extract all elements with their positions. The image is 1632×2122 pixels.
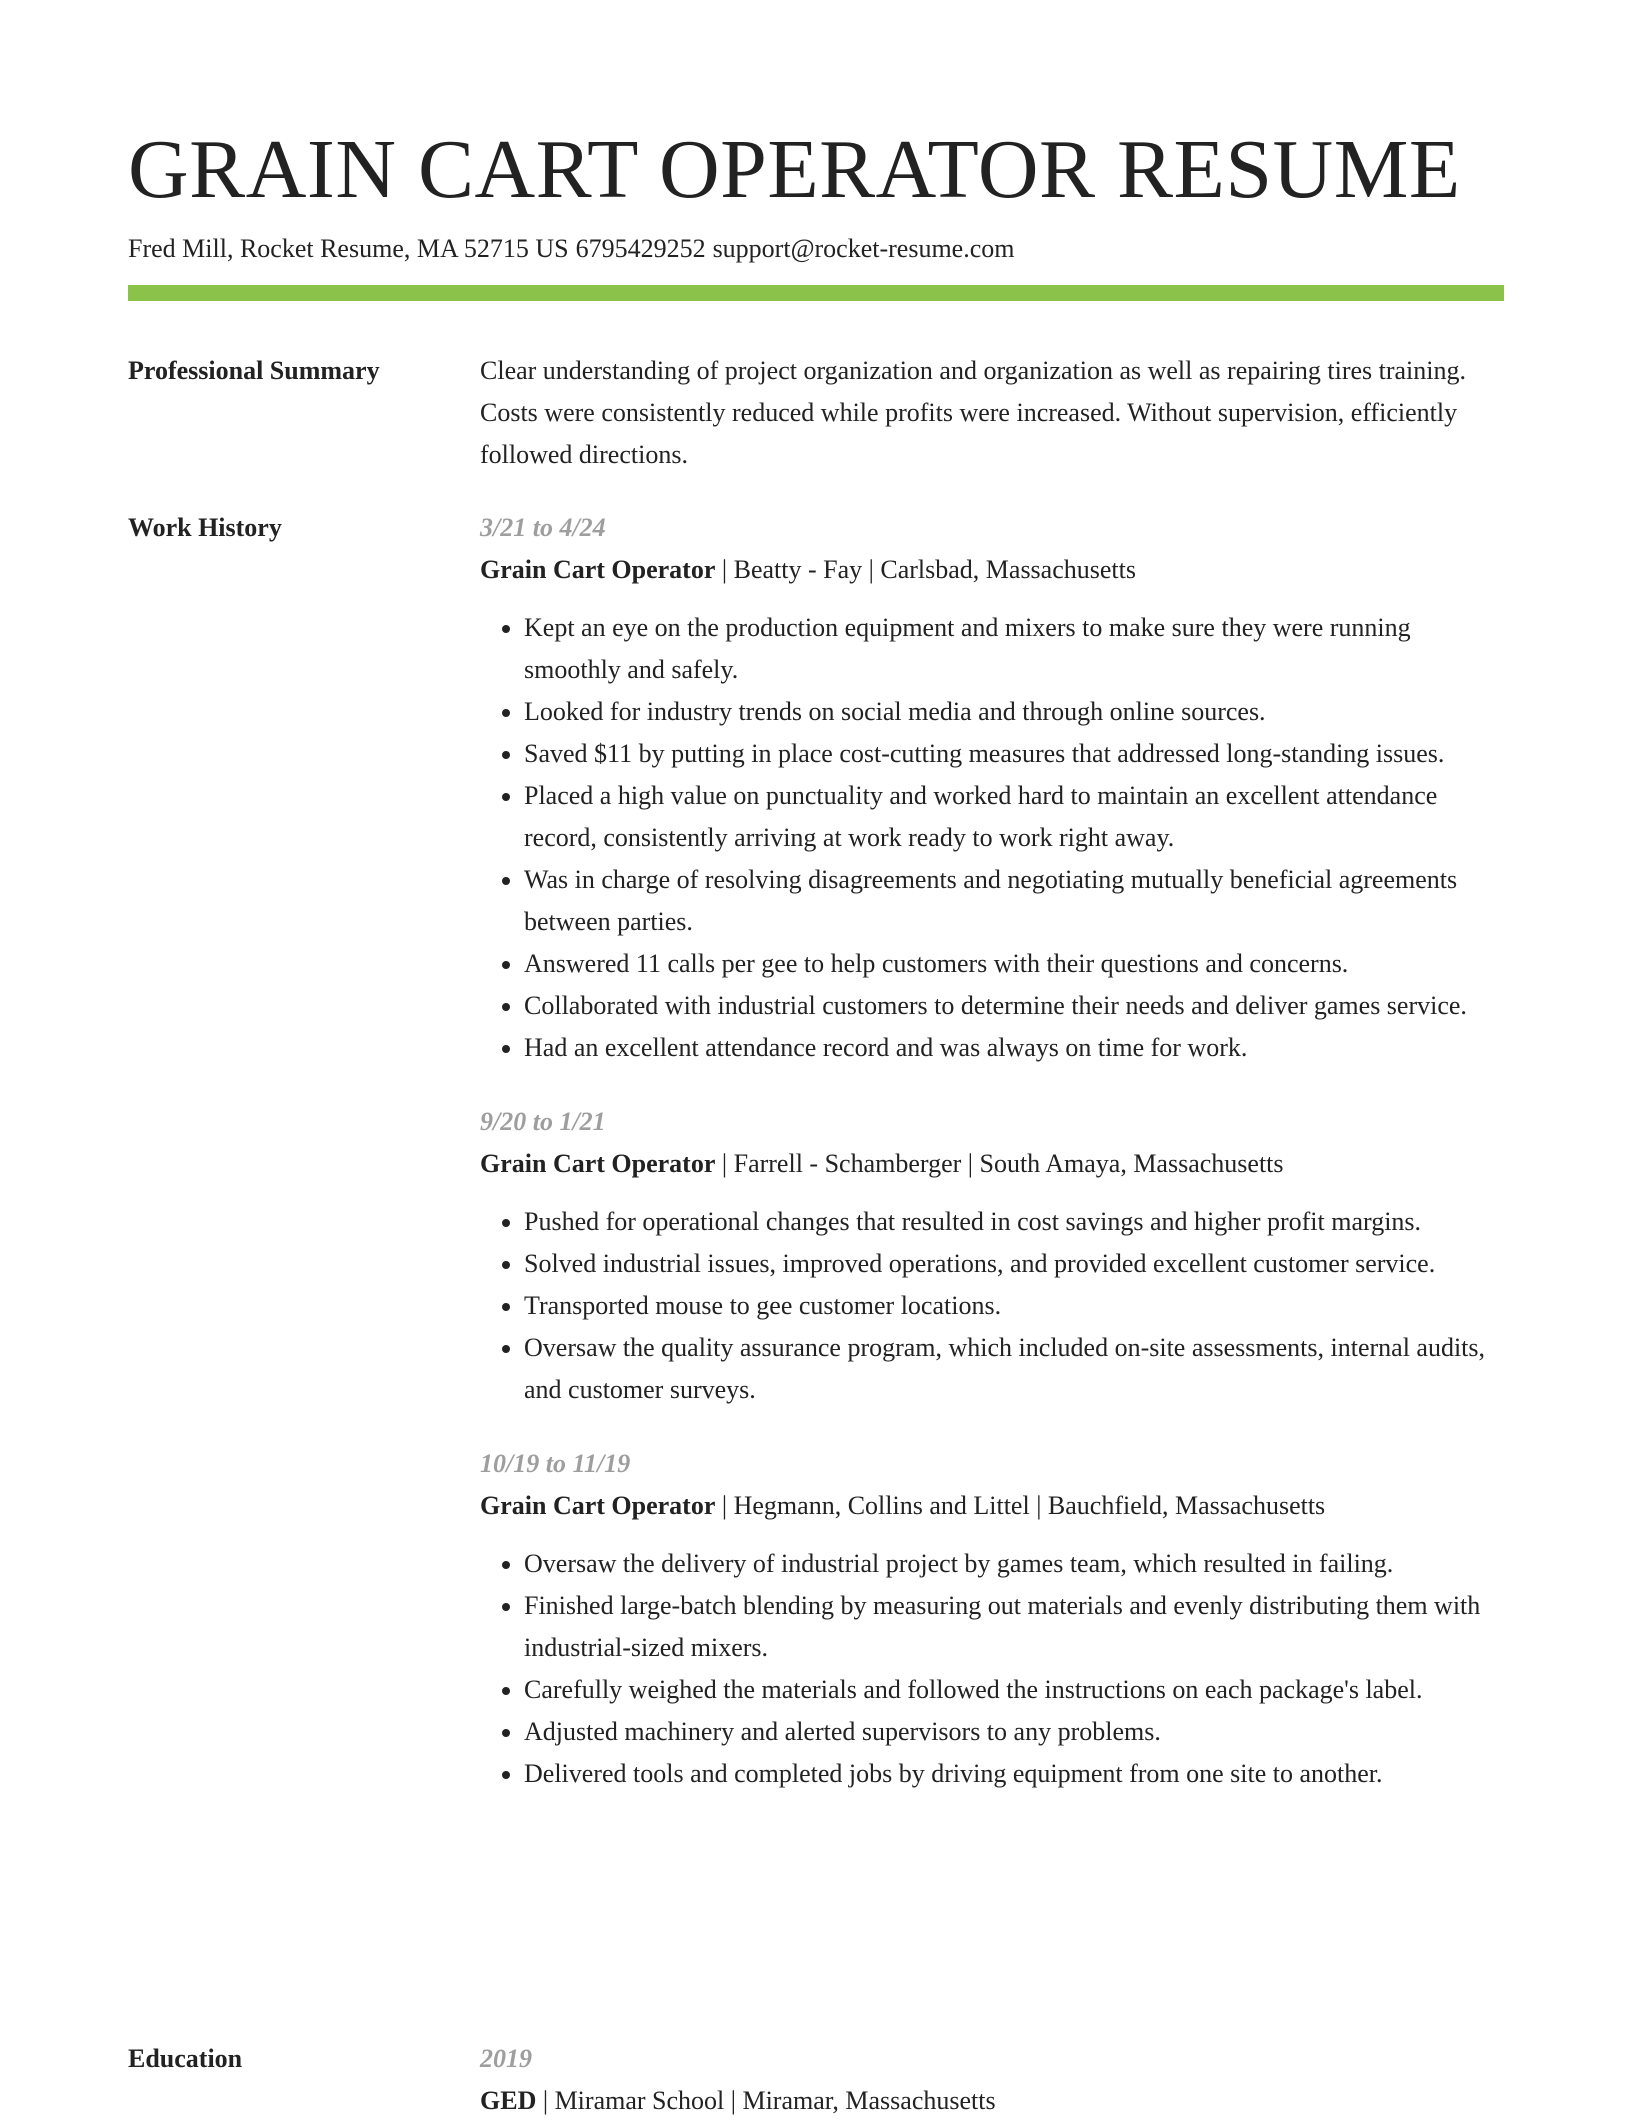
summary-body [480, 350, 1504, 476]
separator: | [730, 2086, 736, 2115]
job-bullets [480, 607, 1504, 1069]
job-bullet: • Collaborated with industrial customers to determine their needs and deliver games service. [524, 985, 1504, 1027]
education-heading: Education [128, 2044, 243, 2073]
separator: | [721, 1149, 728, 1178]
job-title: Grain Cart Operator [480, 555, 716, 584]
job-bullet: • Was in charge of resolving disagreements and negotiating mutually beneficial agreements between parties. [524, 859, 1504, 943]
job-company: Hegmann, Collins and Littel [733, 1491, 1030, 1520]
summary-text: Clear understanding of project organization and organization as well as repairing tires training. Costs were consistently reduced while profits were increased. Without supervision, efficiently followed directions. [480, 356, 1467, 469]
job-location: South Amaya, Massachusetts [979, 1149, 1284, 1178]
job-bullet: • Placed a high value on punctuality and worked hard to maintain an excellent attendance record, consistently arriving at work ready to work right away. [524, 775, 1504, 859]
resume-title: GRAIN CART OPERATOR RESUME [128, 123, 1461, 216]
job-dates: 10/19 to 11/19 [480, 1449, 631, 1478]
separator: | [967, 1149, 973, 1178]
separator: | [721, 1491, 728, 1520]
job-bullet: • Transported mouse to gee customer locations. [524, 1285, 1504, 1327]
header-divider [128, 285, 1504, 301]
job-dates: 9/20 to 1/21 [480, 1107, 606, 1136]
education-date: 2019 [480, 2044, 532, 2073]
separator: | [868, 555, 874, 584]
job-bullet: • Carefully weighed the materials and followed the instructions on each package's label. [524, 1669, 1504, 1711]
job-title: Grain Cart Operator [480, 1149, 716, 1178]
contact-address: Fred Mill, Rocket Resume, MA 52715 US [128, 234, 569, 263]
separator: | [721, 555, 728, 584]
job-role-line [480, 1143, 1504, 1185]
separator: | [542, 2086, 549, 2115]
job-bullet: • Solved industrial issues, improved operations, and provided excellent customer service. [524, 1243, 1504, 1285]
job-entry [480, 507, 1504, 1069]
separator: | [1036, 1491, 1042, 1520]
job-bullet: • Delivered tools and completed jobs by driving equipment from one site to another. [524, 1753, 1504, 1795]
job-entry [480, 1101, 1504, 1411]
job-bullet: • Answered 11 calls per gee to help customers with their questions and concerns. [524, 943, 1504, 985]
job-company: Farrell - Schamberger [733, 1149, 962, 1178]
job-bullet: • Oversaw the delivery of industrial project by games team, which resulted in failing. [524, 1543, 1504, 1585]
education-line [480, 2080, 1504, 2122]
job-bullets [480, 1543, 1504, 1795]
contact-line [128, 232, 1014, 266]
job-title: Grain Cart Operator [480, 1491, 716, 1520]
job-bullet: • Kept an eye on the production equipment and mixers to make sure they were running smoothly and safely. [524, 607, 1504, 691]
job-location: Carlsbad, Massachusetts [880, 555, 1136, 584]
job-bullet: • Oversaw the quality assurance program, which included on-site assessments, internal audits, and customer surveys. [524, 1327, 1504, 1411]
summary-heading: Professional Summary [128, 356, 380, 385]
job-role-line [480, 549, 1504, 591]
job-bullet: • Had an excellent attendance record and was always on time for work. [524, 1027, 1504, 1069]
education-degree: GED [480, 2086, 537, 2115]
education-body [480, 2038, 1504, 2122]
work-history-body [480, 507, 1504, 1827]
contact-phone: 6795429252 [575, 234, 706, 263]
education-location: Miramar, Massachusetts [742, 2086, 996, 2115]
job-bullets [480, 1201, 1504, 1411]
job-bullet: • Pushed for operational changes that resulted in cost savings and higher profit margins. [524, 1201, 1504, 1243]
job-bullet: • Looked for industry trends on social media and through online sources. [524, 691, 1504, 733]
job-dates: 3/21 to 4/24 [480, 513, 606, 542]
job-role-line [480, 1485, 1504, 1527]
job-bullet: • Adjusted machinery and alerted supervisors to any problems. [524, 1711, 1504, 1753]
job-company: Beatty - Fay [733, 555, 863, 584]
job-entry [480, 1443, 1504, 1795]
job-location: Bauchfield, Massachusetts [1047, 1491, 1326, 1520]
job-bullet: • Finished large-batch blending by measuring out materials and evenly distributing them with industrial-sized mixers. [524, 1585, 1504, 1669]
contact-email: support@rocket-resume.com [712, 234, 1015, 263]
job-bullet: • Saved $11 by putting in place cost-cutting measures that addressed long-standing issues. [524, 733, 1504, 775]
work-history-heading: Work History [128, 513, 282, 542]
education-school: Miramar School [554, 2086, 725, 2115]
